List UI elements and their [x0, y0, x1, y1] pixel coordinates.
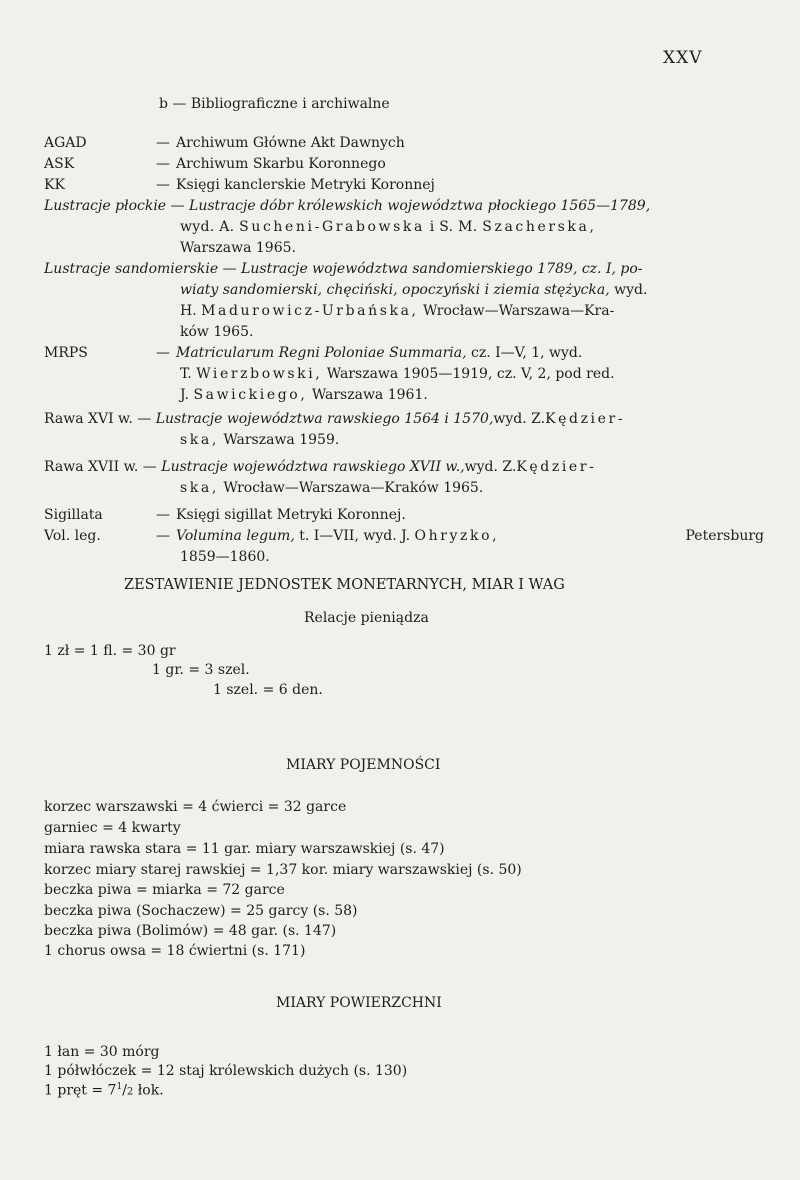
money-line: 1 szel. = 6 den.: [213, 682, 323, 698]
capacity-line: miara rawska stara = 11 gar. miary warszawskiej (s. 47): [44, 841, 445, 857]
capacity-line: 1 chorus owsa = 18 ćwiertni (s. 171): [44, 943, 306, 959]
page-number: XXV: [663, 48, 703, 68]
capacity-line: beczka piwa = miarka = 72 garce: [44, 882, 285, 898]
capacity-line: korzec miary starej rawskiej = 1,37 kor. miary warszawskiej (s. 50): [44, 862, 522, 878]
capacity-line: beczka piwa (Bolimów) = 48 gar. (s. 147): [44, 923, 337, 939]
editor-name: Wierzbowski,: [196, 366, 323, 382]
area-line: 1 łan = 30 mórg: [44, 1044, 160, 1060]
abbr-key: Sigillata: [44, 507, 103, 523]
editor-name: Ohryzko,: [414, 528, 500, 544]
abbr-entry: KK — Księgi kanclerskie Metryki Koronnej: [44, 175, 764, 196]
capacity-title: MIARY POJEMNOŚCI: [286, 757, 441, 773]
abbr-key: Rawa XVI w.: [44, 411, 133, 427]
units-title: ZESTAWIENIE JEDNOSTEK MONETARNYCH, MIAR I WAG: [124, 577, 565, 593]
area-line: 1 półwłóczek = 12 staj królewskich dużych (s. 130): [44, 1063, 408, 1079]
money-line: 1 gr. = 3 szel.: [152, 662, 250, 678]
abbr-key: Rawa XVII w.: [44, 459, 139, 475]
abbr-desc: Archiwum Główne Akt Dawnych: [176, 135, 405, 151]
editor-name: Madurowicz-Urbańska,: [201, 303, 419, 319]
abbr-entry-rawa-xvi: Rawa XVI w. — Lustracje województwa rawskiego 1564 i 1570, wyd. Z. Kędzier- ska, Warszawa 1959.: [44, 411, 626, 448]
money-line: 1 zł = 1 fl. = 30 gr: [44, 643, 176, 659]
abbr-key: ASK: [44, 156, 75, 172]
abbr-title: Lustracje województwa sandomierskiego 1789, cz. I, po-: [241, 261, 643, 277]
abbr-entry-lustracje-plockie: Lustracje płockie — Lustracje dóbr królewskich województwa płockiego 1565—1789, wyd. A. Sucheni-Grabowska i S. M. Szacherska, Warszawa 1965.: [44, 198, 651, 256]
abbr-desc: Księgi kanclerskie Metryki Koronnej: [176, 177, 435, 193]
abbr-key: Lustracje sandomierskie: [44, 261, 219, 277]
abbr-key: AGAD: [44, 135, 87, 151]
abbr-key: Vol. leg.: [44, 528, 101, 544]
abbreviation-list: [44, 133, 764, 568]
editor-name: Kędzier-: [545, 411, 626, 427]
editor-name: ska,: [180, 432, 219, 448]
abbr-entry-rawa-xvii: Rawa XVII w. — Lustracje województwa rawskiego XVII w., wyd. Z. Kędzier- ska, Wrocław—Warszawa—Kraków 1965.: [44, 459, 597, 496]
abbr-desc: Archiwum Skarbu Koronnego: [176, 156, 386, 172]
abbr-key: Lustracje płockie: [44, 198, 167, 214]
abbr-title: Lustracje dóbr królewskich województwa płockiego 1565—1789,: [189, 198, 651, 214]
area-title: MIARY POWIERZCHNI: [276, 995, 442, 1011]
editor-name: ska,: [180, 480, 219, 496]
editor-name: Sucheni-Grabowska: [239, 219, 425, 235]
bibliography-title: b — Bibliograficzne i archiwalne: [159, 96, 390, 112]
abbr-entry-sigillata: Sigillata — Księgi sigillat Metryki Koronnej.: [44, 505, 764, 526]
editor-name: Sawickiego,: [193, 387, 308, 403]
capacity-line: beczka piwa (Sochaczew) = 25 garcy (s. 58): [44, 903, 358, 919]
abbr-entry-lustracje-sandomierskie: Lustracje sandomierskie — Lustracje województwa sandomierskiego 1789, cz. I, po- wiaty sandomierski, chęciński, opoczyński i ziemia stężycka, wyd. H. Madurowicz-Urbańska, Wrocław—Warszawa—Kra- ków 1965.: [44, 261, 648, 340]
money-title: Relacje pieniądza: [304, 610, 429, 626]
abbr-entry: ASK — Archiwum Skarbu Koronnego: [44, 154, 764, 175]
editor-name: Szacherska,: [482, 219, 597, 235]
capacity-line: garniec = 4 kwarty: [44, 820, 181, 836]
editor-name: Kędzier-: [516, 459, 597, 475]
abbr-entry-vol-leg: Vol. leg. — Volumina legum, t. I—VII, wyd. J. Ohryzko, Petersburg 1859—1860.: [44, 528, 764, 565]
abbr-entry-mrps: MRPS — Matricularum Regni Poloniae Summaria, cz. I—V, 1, wyd. T. Wierzbowski, Warszawa 1905—1919, cz. V, 2, pod red. J. Sawickiego, Warszawa 1961.: [44, 345, 615, 403]
capacity-line: korzec warszawski = 4 ćwierci = 32 garce: [44, 799, 347, 815]
abbr-key: KK: [44, 177, 65, 193]
abbr-key: MRPS: [44, 345, 88, 361]
area-line: 1 pręt = $7^1/2$ łok.: [44, 1082, 164, 1099]
abbr-entry: AGAD — Archiwum Główne Akt Dawnych: [44, 133, 764, 154]
